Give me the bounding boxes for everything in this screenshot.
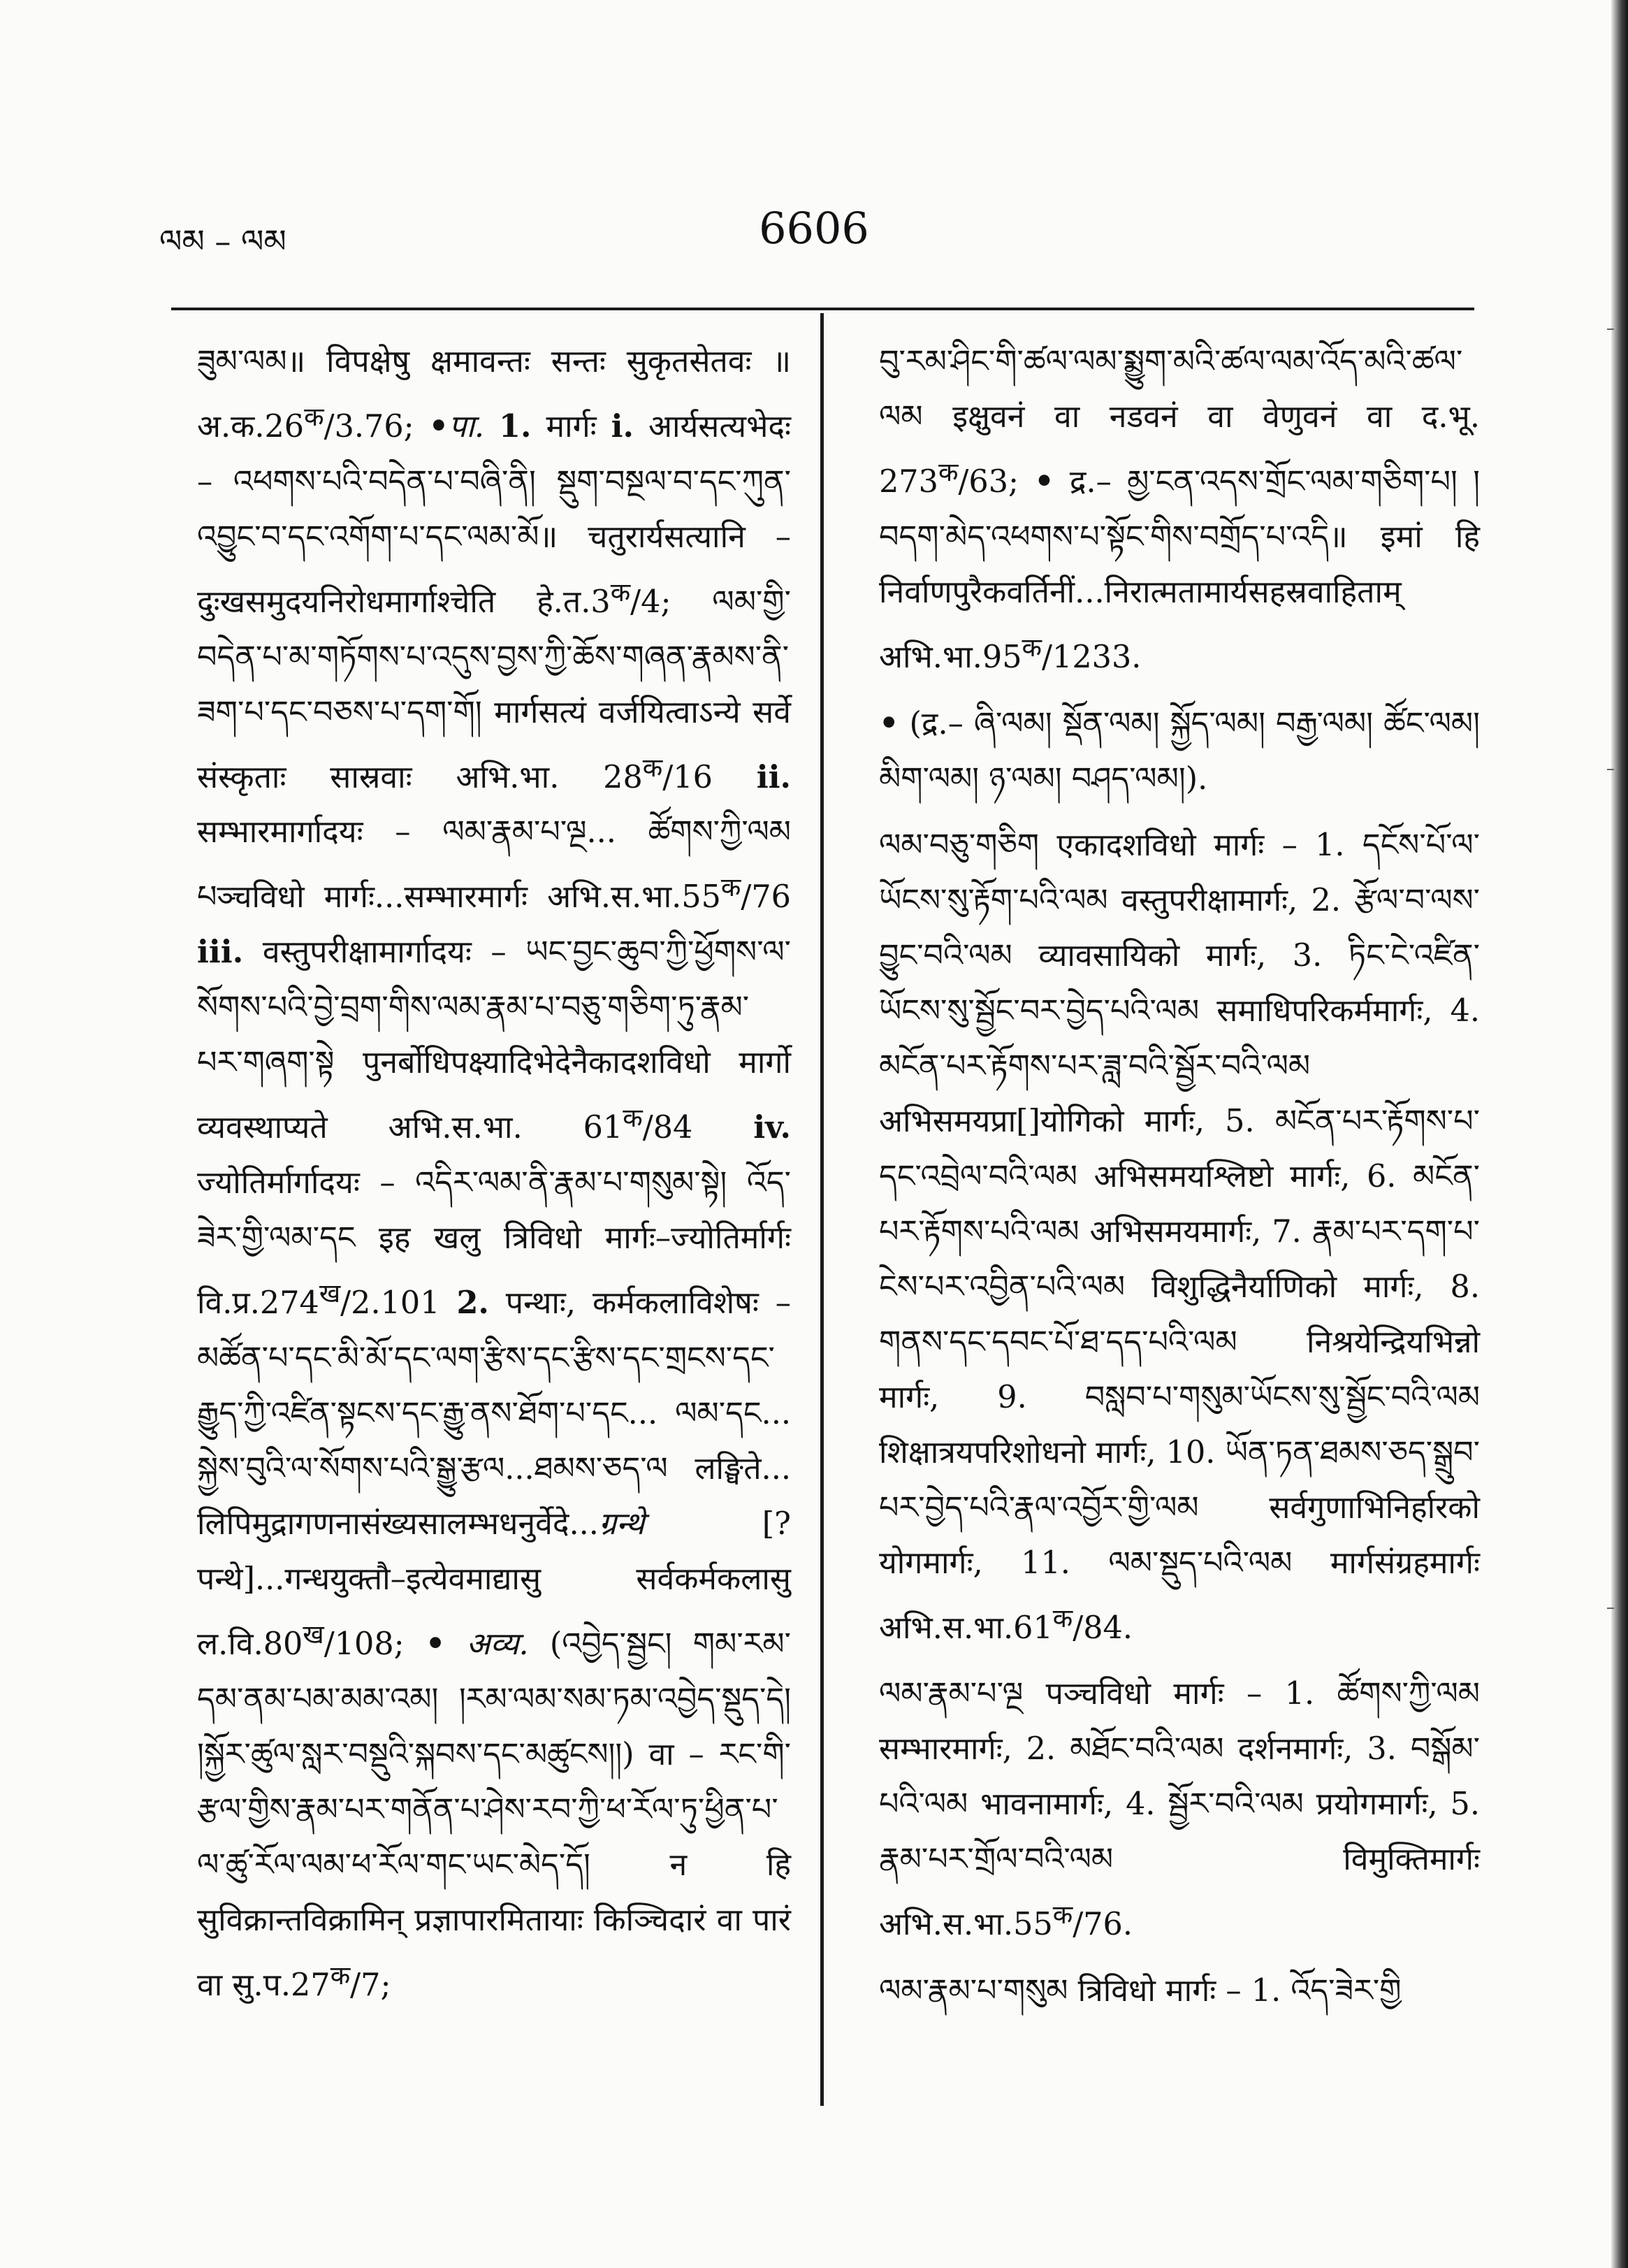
- entry-text: iii.: [197, 934, 244, 971]
- entry-text: /84.: [1073, 1610, 1133, 1646]
- entry-text: ལམ་རྣམ་པ་གསུམ त्रिविधो मार्गः – 1. འོད་ཟེར་གྱི: [879, 1973, 1402, 2009]
- entry-text: iv.: [753, 1109, 791, 1146]
- folio-side-mark: ख: [319, 1278, 341, 1309]
- entry-text: आर्यसत्यभेदः – འཕགས་པའི་བདེན་པ་བཞི་ནི། སྡུག་བསྔལ་བ་དང་ཀུན་འབྱུང་བ་དང་འགོག་པ་དང་ལམ་མོ॥ चतुरार्यसत्यानि – दुःखसमुदयनिरोधमार्गाश्चेति हे.त.3: [197, 408, 791, 620]
- entry-paragraph: [879, 334, 1480, 685]
- entry-text: /84: [642, 1110, 754, 1146]
- entry-text: (འབྱེད་སྦྱང། གམ་རམ་དམ་ནམ་པམ་མམ་འམ། །རམ་ལམ་སམ་ཏམ་འབྱེད་སྡུད་དེ། །སྐྱོར་ཚུལ་སླར་བསྡུའི་སྐབས་དང་མཚུངས།།) वा – རང་གི་རྩལ་གྱིས་རྣམ་པར་གནོན་པ་ཤེས་རབ་ཀྱི་ཕ་རོལ་ཏུ་ཕྱིན་པ་ལ་ཚུ་རོལ་ལམ་ཕ་རོལ་གང་ཡང་མེད་དོ། न हि सुविक्रान्तविक्रामिन् प्रज्ञापारमितायाः किञ्चिदारं वा पारं वा सु.प.27: [197, 1626, 791, 2003]
- entry-text: བུ་རམ་ཤིང་གི་ཚལ་ལམ་སྨྱུག་མའི་ཚལ་ལམ་འོད་མའི་ཚལ་ལམ इक्षुवनं वा नडवनं वा वेणुवनं वा द.भू. 273: [879, 344, 1480, 500]
- folio-side-mark: क: [720, 872, 741, 903]
- folio-side-mark: क: [938, 457, 959, 487]
- entry-text: पा.: [449, 408, 485, 445]
- entry-text: /76.: [1073, 1907, 1133, 1943]
- entry-text: /108;: [324, 1626, 426, 1662]
- entry-text: /3.76;: [324, 408, 429, 445]
- entry-text: ग्रन्थे: [598, 1505, 645, 1542]
- entry-paragraph: [879, 1963, 1480, 2018]
- entry-text: •: [1034, 463, 1054, 500]
- entry-text: पन्थाः, कर्मकलाविशेषः – མཚོན་པ་དང་མི་མོ་དང་ལག་རྩིས་དང་རྩིས་དང་གྲངས་དང་རྒྱུད་ཀྱི་འཛིན་སྟངས་དང་རྒྱུ་ནས་ཐོག་པ་དང... ལམ་དང... སྐྱེས་བུའི་ལ་སོགས་པའི་སྒྱུ་རྩལ...ཐམས་ཅད་ལ लङ्घिते... लिपिमुद्रागणनासंख्यसालम्भधनुर्वेदे...: [197, 1285, 791, 1542]
- scan-edge-shadow: [1611, 0, 1628, 2268]
- entry-paragraph: [879, 696, 1480, 807]
- column-divider: [820, 313, 824, 2106]
- header-rule: [171, 308, 1474, 310]
- entry-text: /63;: [958, 463, 1035, 500]
- entry-text: 1.: [499, 407, 532, 445]
- entry-text: वस्तुपरीक्षामार्गादयः – ཡང་བྱང་ཆུབ་ཀྱི་ཕྱོགས་ལ་སོགས་པའི་བྱེ་བྲག་གིས་ལམ་རྣམ་པ་བཅུ་གཅིག་ཏུ་རྣམ་པར་གཞག་སྟེ पुनर्बोधिपक्ष्यादिभेदेनैकादशविधो मार्गो व्यवस्थाप्यते अभि.स.भा. 61: [197, 934, 791, 1146]
- entry-text: /4; ལམ་གྱི་བདེན་པ་མ་གཏོགས་པ་འདུས་བྱས་ཀྱི་ཆོས་གཞན་རྣམས་ནི་ཟག་པ་དང་བཅས་པ་དག་གོ། मार्गसत्यं वर्जयित्वाऽन्ये सर्वे संस्कृताः सास्रवाः अभि.भा. 28: [197, 584, 791, 795]
- entry-text: [445, 1626, 466, 1662]
- entry-paragraph: [197, 334, 791, 2013]
- entry-text: •: [428, 407, 449, 445]
- entry-text: ཟུམ་ལམ॥ विपक्षेषु क्षमावन्तः सन्तः सुकृतसेतवः ॥ अ.क.26: [197, 344, 791, 445]
- scan-mark: [1607, 1608, 1614, 1609]
- entry-text: ལམ་བཅུ་གཅིག एकादशविधो मार्गः – 1. དངོས་པོ་ལ་ཡོངས་སུ་རྟོག་པའི་ལམ वस्तुपरीक्षामार्गः, 2. རྩོལ་བ་ལས་བྱུང་བའི་ལམ व्यावसायिको मार्गः, 3. ཏིང་ངེ་འཛིན་ཡོངས་སུ་སྦྱོང་བར་བྱེད་པའི་ལམ समाधिपरिकर्ममार्गः, 4. མངོན་པར་རྟོགས་པར་ཟླ་བའི་སྦྱོར་བའི་ལམ अभिसमयप्रा[]योगिको मार्गः, 5. མངོན་པར་རྟོགས་པ་དང་འབྲེལ་བའི་ལམ अभिसमयश्लिष्टो मार्गः, 6. མངོན་པར་རྟོགས་པའི་ལམ अभिसमयमार्गः, 7. རྣམ་པར་དག་པ་ངེས་པར་འབྱིན་པའི་ལམ विशुद्धिनैर्याणिको मार्गः, 8. གནས་དང་དབང་པོ་ཐ་དད་པའི་ལམ निश्रयेन्द्रियभिन्नो मार्गः, 9. བསླབ་པ་གསུམ་ཡོངས་སུ་སྦྱོང་བའི་ལམ शिक्षात्रयपरिशोधनो मार्गः, 10. ཡོན་ཏན་ཐམས་ཅད་སྒྲུབ་པར་བྱེད་པའི་རྣལ་འབྱོར་གྱི་ལམ सर्वगुणाभिनिर्हारको योगमार्गः, 11. ལམ་སྡུད་པའི་ལམ मार्गसंग्रहमार्गः अभि.स.भा.61: [879, 827, 1480, 1646]
- right-column: [879, 334, 1480, 2018]
- entry-text: •: [879, 705, 899, 742]
- folio-side-mark: क: [610, 577, 631, 607]
- entry-text: (द्र.– ཞི་ལམ། སྡོན་ལམ། སྐྱོད་ལམ། བརྒྱ་ལམ། ཚོང་ལམ། མིག་ལམ། ཉ་ལམ། བཤད་ལམ།).: [879, 705, 1480, 797]
- entry-text: ii.: [756, 758, 791, 795]
- entry-text: /1233.: [1042, 639, 1142, 675]
- entry-paragraph: [879, 818, 1480, 1656]
- entry-paragraph: [879, 1666, 1480, 1952]
- folio-side-mark: क: [1022, 632, 1042, 663]
- entry-text: द्र.– མྱ་ངན་འདས་གྲོང་ལམ་གཅིག་པ། །བདག་མེད་འཕགས་པ་སྟོང་གིས་བགྲོད་པ་འདི॥ इमां हि निर्वाणपुरैकवर्तिनीं...निरात्मतामार्यसहस्रवाहिताम् अभि.भा.95: [879, 463, 1480, 675]
- entry-text: अव्य.: [466, 1626, 529, 1662]
- folio-side-mark: क: [623, 1103, 643, 1134]
- entry-text: i.: [611, 407, 634, 445]
- entry-text: [484, 409, 499, 445]
- left-column: [197, 334, 791, 2013]
- folio-side-mark: क: [330, 1960, 351, 1991]
- page-number: 6606: [759, 203, 869, 254]
- folio-side-mark: ख: [303, 1619, 324, 1649]
- folio-side-mark: क: [1052, 1900, 1073, 1930]
- folio-side-mark: क: [1052, 1603, 1073, 1633]
- entry-text: [? पन्थे]...गन्धयुक्तौ–इत्येवमाद्यासु सर्वकर्मकलासु ल.वि.80: [197, 1505, 791, 1662]
- entry-text: /2.101: [340, 1285, 457, 1321]
- folio-side-mark: क: [304, 402, 324, 432]
- entry-text: ལམ་རྣམ་པ་ལྔ पञ्चविधो मार्गः – 1. ཚོགས་ཀྱི་ལམ सम्भारमार्गः, 2. མཐོང་བའི་ལམ दर्शनमार्गः, 3. བསྒོམ་པའི་ལམ भावनामार्गः, 4. སྦྱོར་བའི་ལམ प्रयोगमार्गः, 5. རྣམ་པར་གྲོལ་བའི་ལམ विमुक्तिमार्गः अभि.स.भा.55: [879, 1676, 1480, 1943]
- entry-text: 2.: [456, 1284, 489, 1321]
- entry-text: /16: [662, 759, 757, 795]
- scan-mark: [1607, 769, 1614, 770]
- entry-text: /7;: [350, 1967, 391, 2003]
- header-guide-word: ལམ – ལམ: [159, 222, 286, 260]
- entry-text: ज्योतिर्मार्गादयः – འདིར་ལམ་ནི་རྣམ་པ་གསུམ་སྟེ། འོད་ཟེར་གྱི་ལམ་དང इह खलु त्रिविधो मार्गः–ज्योतिर्मार्गः वि.प्र.274: [197, 1165, 791, 1321]
- folio-side-mark: क: [642, 752, 663, 783]
- scan-mark: [1607, 328, 1614, 330]
- entry-text: •: [425, 1625, 446, 1662]
- entry-text: सम्भारमार्गादयः – ལམ་རྣམ་པ་ལྔ... ཚོགས་ཀྱི་ལམ པञ्चविधो मार्गः...सम्भारमार्गः अभि.स.भा.55: [197, 814, 791, 916]
- entry-text: /76: [741, 879, 791, 916]
- entry-text: मार्गः: [531, 408, 611, 445]
